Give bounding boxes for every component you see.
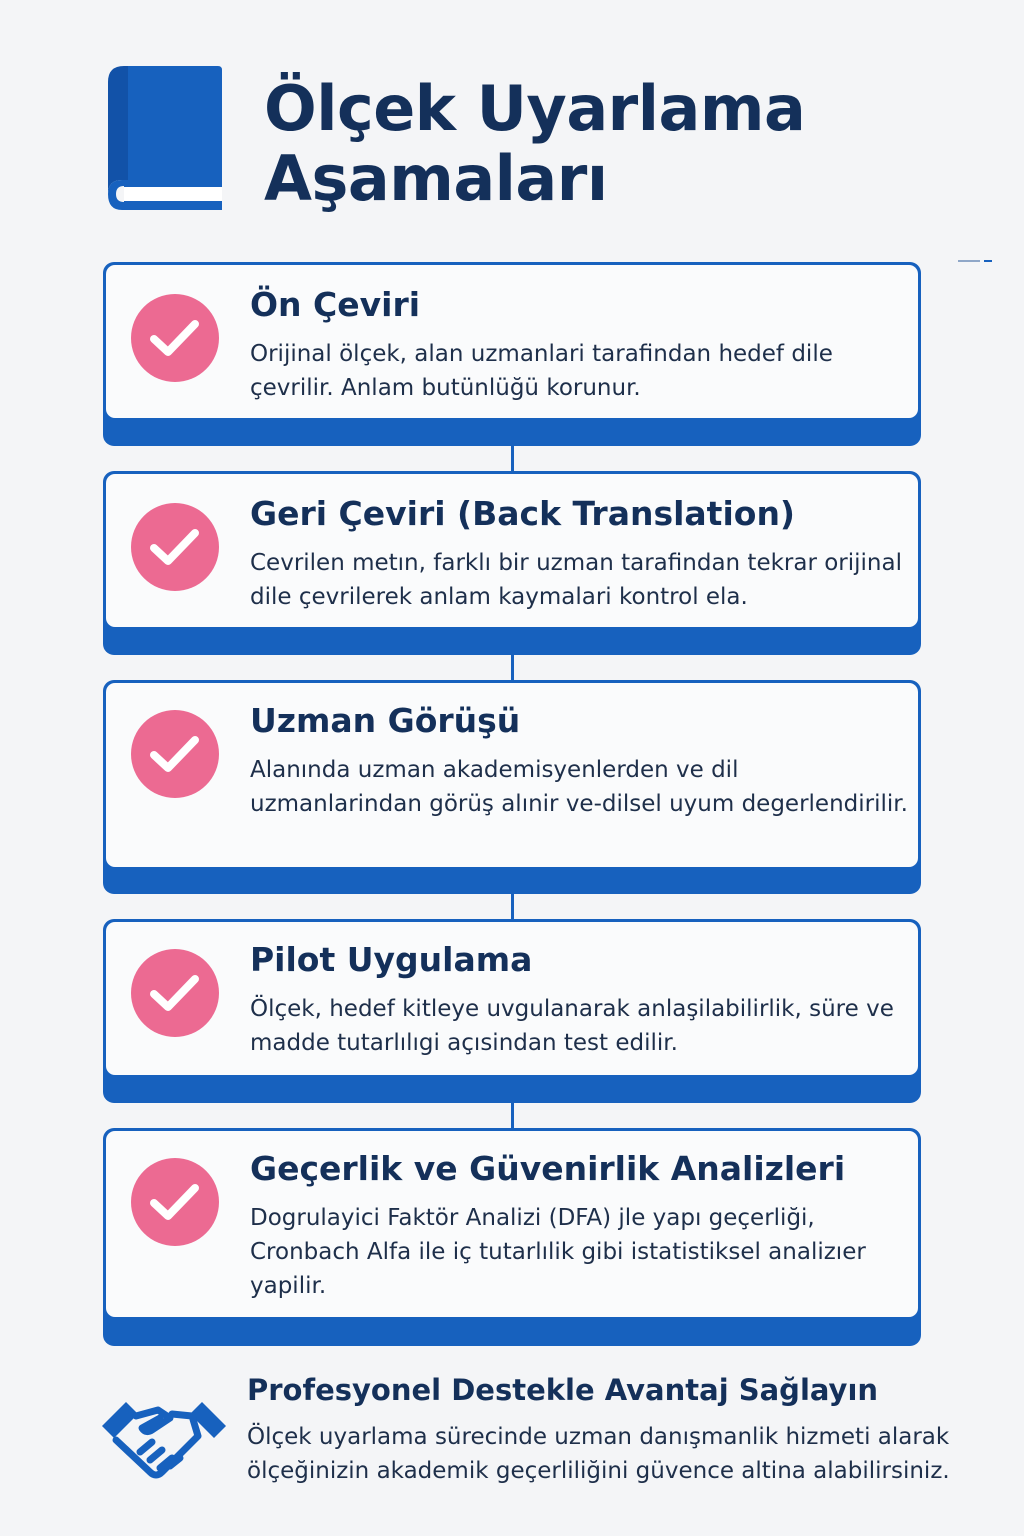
check-icon	[131, 949, 219, 1037]
step-description: Cevrilen metın, farklı bir uzman tarafindan tekrar orijinal dile çevrilerek anlam kaymalari kontrol ela.	[250, 550, 902, 610]
check-icon	[131, 503, 219, 591]
step-card	[103, 919, 921, 1103]
step-title: Geri Çeviri (Back Translation)	[250, 494, 796, 533]
step-card	[103, 1128, 921, 1346]
check-icon	[131, 1158, 219, 1246]
handshake-icon	[100, 1396, 228, 1486]
check-icon	[131, 294, 219, 382]
connector-line	[511, 894, 514, 920]
header	[104, 62, 924, 222]
check-icon	[131, 710, 219, 798]
page-title	[264, 74, 805, 214]
step-description: Orijinal ölçek, alan uzmanlari tarafindan hedef dile çevrilir. Anlam butünlüğü korunur.	[250, 341, 833, 401]
step-card	[103, 680, 921, 894]
connector-line	[511, 655, 514, 681]
footer-title: Profesyonel Destekle Avantaj Sağlayın	[247, 1373, 879, 1407]
step-title: Ön Çeviri	[250, 285, 421, 324]
connector-line	[511, 1103, 514, 1129]
step-description: Dogrulayici Faktör Analizi (DFA) jle yapı geçerliği, Cronbach Alfa ile iç tutarlılik gibi istatistiksel analizıer yapilir.	[250, 1205, 866, 1299]
step-card	[103, 471, 921, 655]
step-title: Uzman Görüşü	[250, 701, 521, 740]
decorative-dash	[958, 260, 992, 263]
step-title: Pilot Uygulama	[250, 940, 533, 979]
book-icon	[104, 62, 226, 214]
page-title-line2: Aşamaları	[264, 142, 608, 215]
step-description: Ölçek, hedef kitleye uvgulanarak anlaşilabilirlik, süre ve madde tutarlılıgi açısindan test edilir.	[250, 996, 894, 1056]
page-title-line1: Ölçek Uyarlama	[264, 72, 806, 145]
step-title: Geçerlik ve Güvenirlik Analizleri	[250, 1149, 846, 1188]
footer-cta	[100, 1368, 1000, 1528]
step-card	[103, 262, 921, 446]
connector-line	[511, 446, 514, 472]
step-description: Alanında uzman akademisyenlerden ve dil uzmanlarindan görüş alınir ve-dilsel uyum degerlendirilir.	[250, 757, 908, 817]
footer-description: Ölçek uyarlama sürecinde uzman danışmanlik hizmeti alarak ölçeğinizin akademik geçerliliğini güvence altina alabilirsiniz.	[247, 1424, 950, 1484]
